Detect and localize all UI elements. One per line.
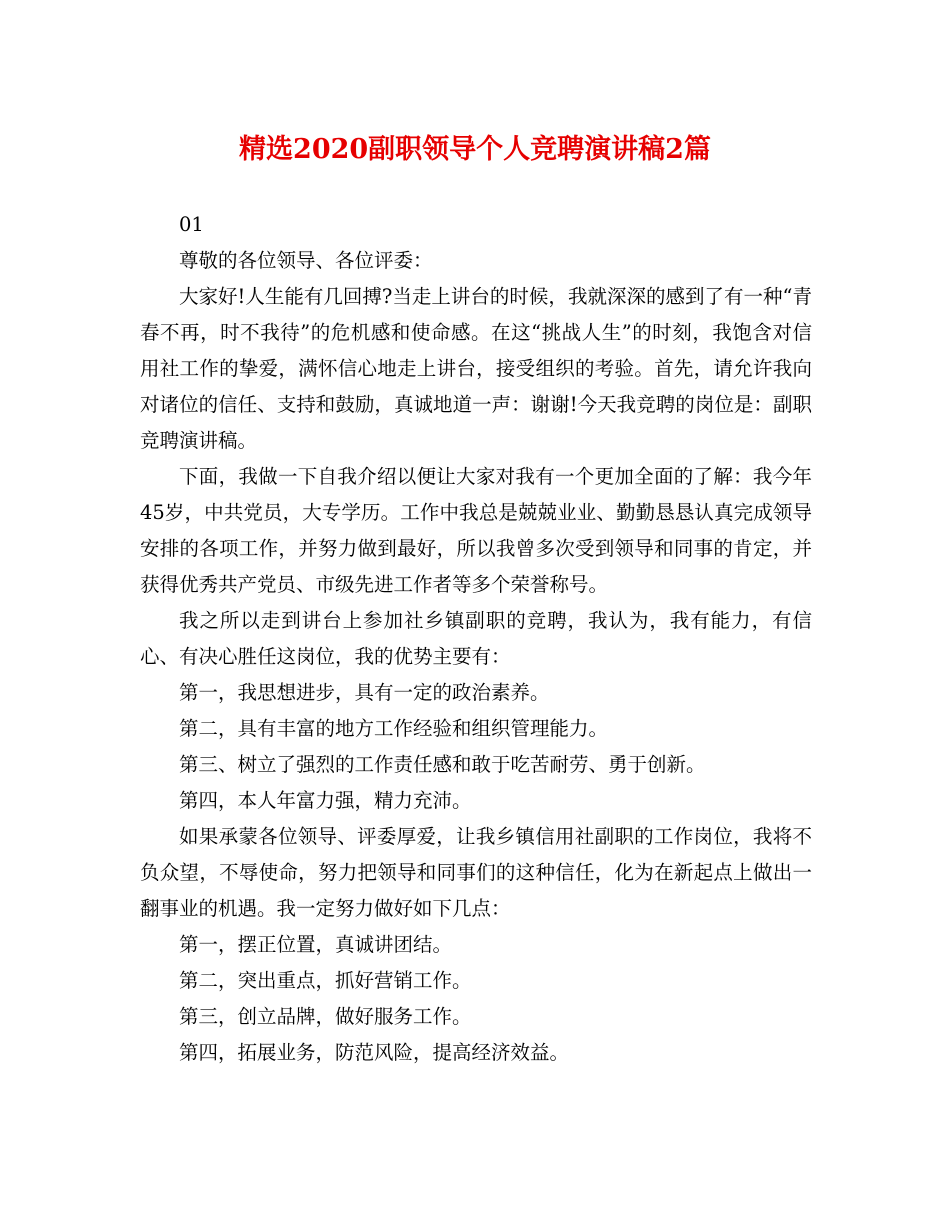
list-item: 第三，创立品牌，做好服务工作。 bbox=[179, 1005, 472, 1028]
document-title: 精选2020副职领导个人竞聘演讲稿2篇 bbox=[239, 134, 711, 165]
paragraph: 下面，我做一下自我介绍以便让大家对我有一个更加全面的了解：我今年45岁，中共党员，大专学历。工作中我总是兢兢业业、勤勤恳恳认真完成领导安排的各项工作，并努力做到最好，所以我曾多次受到领导和同事的肯定，并获得优秀共产党员、市级先进工作者等多个荣誉称号。 bbox=[140, 465, 812, 596]
list-item: 第二，具有丰富的地方工作经验和组织管理能力。 bbox=[179, 717, 609, 740]
list-item: 第四，本人年富力强，精力充沛。 bbox=[179, 789, 472, 812]
document-body bbox=[140, 207, 812, 1071]
list-item: 第一，摆正位置，真诚讲团结。 bbox=[179, 933, 453, 956]
list-item: 第一，我思想进步，具有一定的政治素养。 bbox=[179, 681, 550, 704]
paragraph: 大家好!人生能有几回搏?当走上讲台的时候，我就深深的感到了有一种“青春不再，时不我待”的危机感和使命感。在这“挑战人生”的时刻，我饱含对信用社工作的挚爱，满怀信心地走上讲台，接受组织的考验。首先，请允许我向对诸位的信任、支持和鼓励，真诚地道一声：谢谢!今天我竞聘的岗位是：副职竞聘演讲稿。 bbox=[140, 285, 812, 452]
salutation: 尊敬的各位领导、各位评委： bbox=[179, 249, 433, 272]
list-item: 第二，突出重点，抓好营销工作。 bbox=[179, 969, 472, 992]
section-number: 01 bbox=[179, 213, 204, 236]
list-item: 第三、树立了强烈的工作责任感和敢于吃苦耐劳、勇于创新。 bbox=[179, 753, 706, 776]
paragraph: 我之所以走到讲台上参加社乡镇副职的竞聘，我认为，我有能力，有信心、有决心胜任这岗位，我的优势主要有： bbox=[140, 609, 812, 668]
list-item: 第四，拓展业务，防范风险，提高经济效益。 bbox=[179, 1041, 570, 1064]
paragraph: 如果承蒙各位领导、评委厚爱，让我乡镇信用社副职的工作岗位，我将不负众望，不辱使命，努力把领导和同事们的这种信任，化为在新起点上做出一翻事业的机遇。我一定努力做好如下几点： bbox=[140, 825, 812, 920]
